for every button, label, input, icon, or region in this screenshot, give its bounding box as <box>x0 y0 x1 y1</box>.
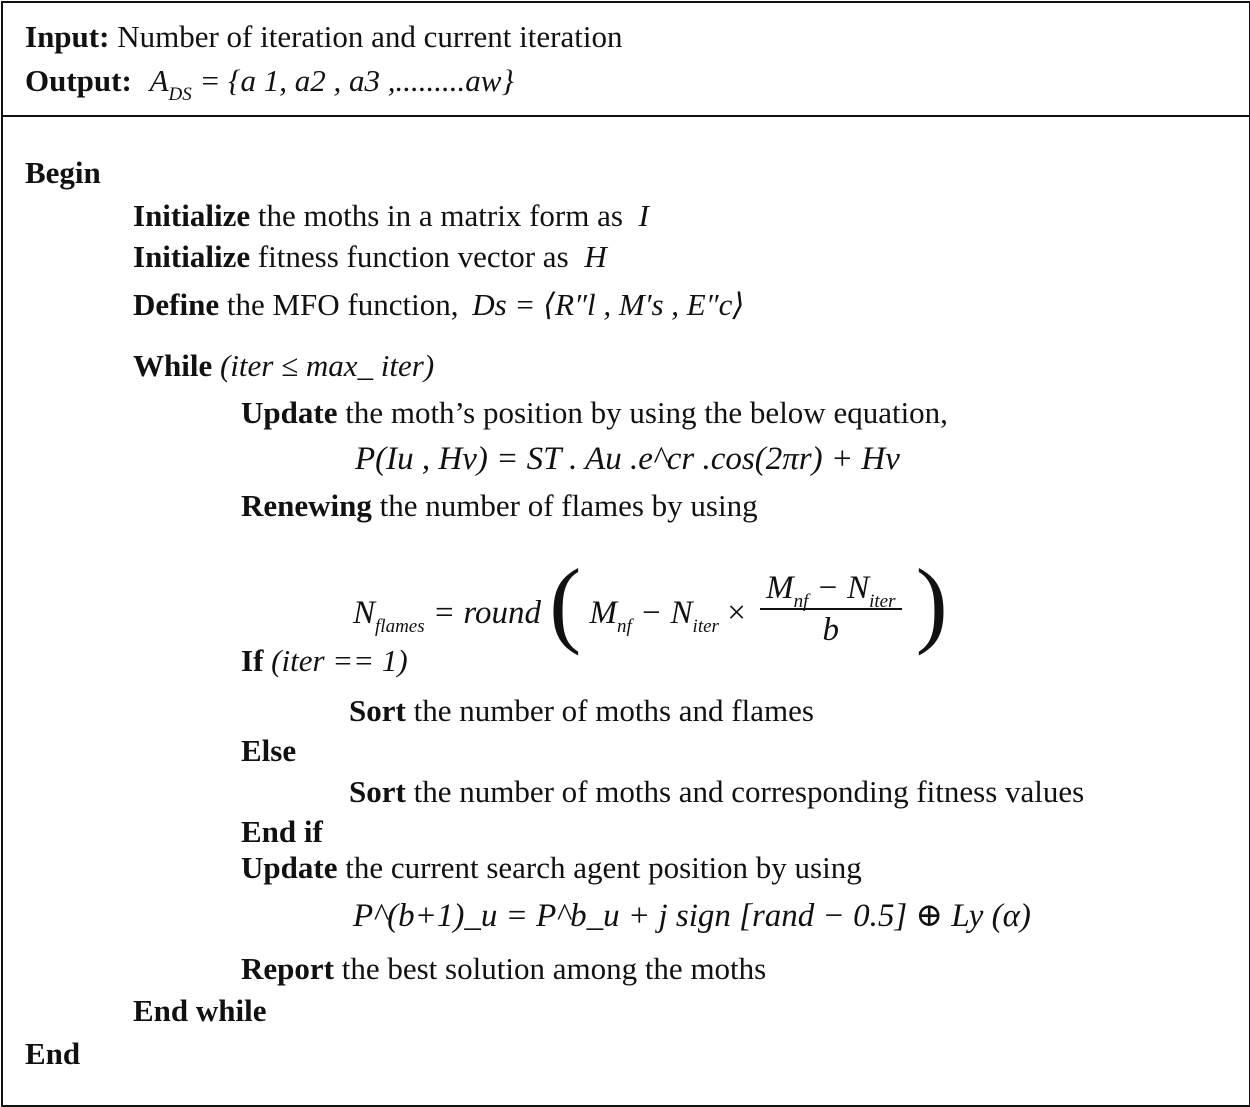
define-line <box>133 285 745 325</box>
init-fitness-line <box>133 237 607 277</box>
sort-fitness-keyword: Sort <box>349 774 406 809</box>
init-fitness-keyword: Initialize <box>133 239 251 274</box>
report-text: the best solution among the moths <box>341 951 767 986</box>
init-moths-keyword: Initialize <box>133 198 251 233</box>
init-moths-var: I <box>638 198 649 233</box>
while-line <box>133 346 434 386</box>
init-moths-text: the moths in a matrix form as <box>257 198 623 233</box>
flames-term2: − N <box>640 595 693 631</box>
define-text: the MFO function, <box>226 287 459 322</box>
if-keyword: If <box>241 643 264 678</box>
algorithm-box <box>1 1 1250 1107</box>
flames-lhs: N <box>353 595 376 631</box>
renewing-line <box>241 486 758 526</box>
update-agent-text: the current search agent position by using <box>345 850 862 885</box>
input-label: Input: <box>25 19 110 54</box>
frac-num-rest: − N <box>816 570 870 607</box>
init-moths-line <box>133 196 649 236</box>
sort-flames-keyword: Sort <box>349 693 406 728</box>
search-agent-equation: P^(b+1)_u = P^b_u + j sign [rand − 0.5] ⊕ Ly (α) <box>353 898 1031 934</box>
frac-num-rest-sub: iter <box>869 590 896 612</box>
define-keyword: Define <box>133 287 220 322</box>
renewing-keyword: Renewing <box>241 488 372 523</box>
end-keyword: End <box>25 1036 81 1071</box>
left-big-paren: ( <box>549 549 582 656</box>
fraction-denominator: b <box>822 612 840 649</box>
renewing-text: the number of flames by using <box>379 488 758 523</box>
begin-keyword: Begin <box>25 155 101 190</box>
update-agent-keyword: Update <box>241 850 338 885</box>
flames-fraction <box>760 568 901 650</box>
output-rhs: = {a 1, a2 , a3 ,.........aw} <box>199 63 514 98</box>
if-condition: (iter == 1) <box>271 643 408 678</box>
flames-equation <box>353 549 948 656</box>
if-line <box>241 641 408 681</box>
flames-lhs-sub: flames <box>375 615 425 637</box>
sort-fitness-text: the number of moths and corresponding fitness values <box>413 774 1085 809</box>
fraction-numerator <box>760 568 901 610</box>
input-text: Number of iteration and current iteration <box>117 19 623 54</box>
update-position-text: the moth’s position by using the below equation, <box>345 395 948 430</box>
init-fitness-text: fitness function vector as <box>257 239 569 274</box>
sort-fitness-line <box>349 772 1084 812</box>
sort-flames-line <box>349 691 814 731</box>
output-lhs-sub: DS <box>168 83 192 105</box>
else-keyword: Else <box>241 733 297 768</box>
input-line <box>25 17 622 57</box>
flames-term1: M <box>589 595 617 631</box>
output-formula <box>149 63 514 105</box>
flames-round: = round <box>432 595 542 631</box>
flames-term2-sub: iter <box>692 615 719 637</box>
output-lhs: A <box>149 63 169 98</box>
update-agent-line <box>241 848 862 888</box>
report-keyword: Report <box>241 951 334 986</box>
position-equation: P(Iu , Hv) = ST . Au .e^cr .cos(2πr) + Hv <box>355 441 900 477</box>
flames-times: × <box>727 595 746 631</box>
define-formula: Ds = ⟨R″l , M′s , E″c⟩ <box>472 287 745 322</box>
sort-flames-text: the number of moths and flames <box>413 693 814 728</box>
frac-num-m-sub: nf <box>793 590 809 612</box>
update-position-keyword: Update <box>241 395 338 430</box>
init-fitness-var: H <box>584 239 607 274</box>
report-line <box>241 949 766 989</box>
update-position-line <box>241 393 948 433</box>
output-line <box>25 61 514 105</box>
output-label: Output: <box>25 63 132 98</box>
endif-keyword: End if <box>241 814 323 849</box>
while-condition: (iter ≤ max_ iter) <box>219 348 435 383</box>
endwhile-keyword: End while <box>133 993 267 1028</box>
flames-term1-sub: nf <box>616 615 632 637</box>
right-big-paren: ) <box>915 549 948 656</box>
while-keyword: While <box>133 348 213 383</box>
algorithm-header <box>3 3 1249 117</box>
frac-num-m: M <box>766 570 794 607</box>
